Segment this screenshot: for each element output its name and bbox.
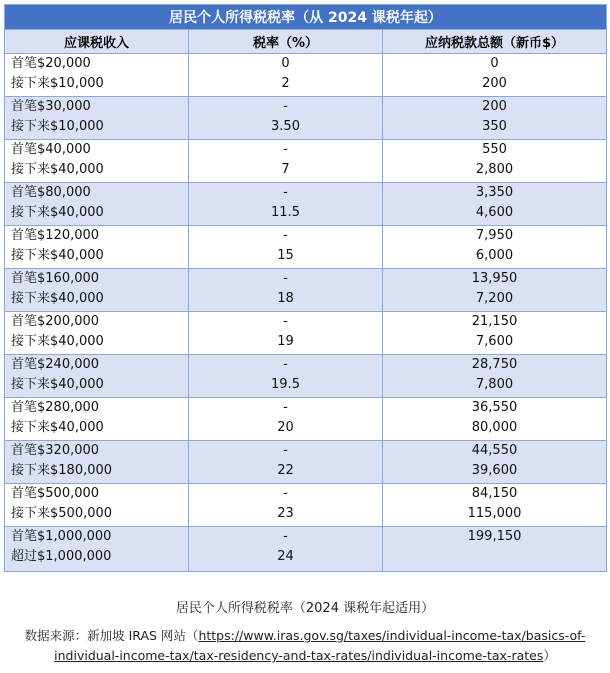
tax-payable-cell <box>383 54 607 97</box>
income-band-cell <box>5 484 189 527</box>
tax-rate-cell <box>189 54 383 97</box>
income-band-line: 接下来$40,000 <box>11 205 104 220</box>
tax-rate-cell <box>189 484 383 527</box>
table-row <box>5 140 607 183</box>
header-tax-payable: 应纳税款总额（新币$） <box>383 30 607 54</box>
tax-rate-cell <box>189 183 383 226</box>
income-band-line: 接下来$40,000 <box>11 248 104 263</box>
table-row <box>5 355 607 398</box>
income-band-line: 接下来$40,000 <box>11 162 104 177</box>
tax-payable-value: 7,800 <box>475 377 514 392</box>
income-band-line: 首笔$500,000 <box>11 486 100 501</box>
tax-rate-value: - <box>283 529 288 544</box>
tax-rate-value: 0 <box>281 56 290 71</box>
tax-rate-value: - <box>283 486 288 501</box>
tax-payable-value: 28,750 <box>471 357 518 372</box>
tax-rate-value: 11.5 <box>271 205 300 220</box>
income-band-line: 接下来$10,000 <box>11 119 104 134</box>
tax-rate-value: - <box>283 99 288 114</box>
income-band-cell <box>5 527 189 572</box>
tax-payable-value: 13,950 <box>471 271 518 286</box>
tax-payable-value: 7,200 <box>475 291 514 306</box>
income-band-line: 接下来$500,000 <box>11 506 113 521</box>
income-band-cell <box>5 355 189 398</box>
tax-payable-value: 3,350 <box>475 185 514 200</box>
table-caption: 居民个人所得税税率（2024 课税年起适用） <box>175 601 435 616</box>
tax-rate-value: - <box>283 400 288 415</box>
income-band-line: 接下来$180,000 <box>11 463 113 478</box>
income-band-line: 首笔$30,000 <box>11 99 91 114</box>
source-note <box>0 626 610 666</box>
income-band-line: 首笔$1,000,000 <box>11 529 112 544</box>
source-prefix: 数据来源：新加坡 IRAS 网站（ <box>24 628 199 643</box>
income-band-cell <box>5 54 189 97</box>
tax-rate-table <box>4 4 607 572</box>
tax-rate-cell <box>189 140 383 183</box>
tax-payable-value: 39,600 <box>471 463 518 478</box>
tax-payable-value: 7,950 <box>475 228 514 243</box>
tax-rate-value: 7 <box>281 162 290 177</box>
tax-rate-value: - <box>283 271 288 286</box>
table-title: 居民个人所得税税率（从 2024 课税年起） <box>5 5 607 30</box>
tax-rate-cell <box>189 312 383 355</box>
income-band-cell <box>5 398 189 441</box>
tax-payable-value: 0 <box>490 56 499 71</box>
tax-rate-value: 22 <box>277 463 294 478</box>
table-title-row <box>5 5 607 30</box>
tax-rate-cell <box>189 355 383 398</box>
tax-payable-value: 44,550 <box>471 443 518 458</box>
tax-rate-value: - <box>283 185 288 200</box>
income-band-line: 首笔$160,000 <box>11 271 100 286</box>
income-band-line: 首笔$20,000 <box>11 56 91 71</box>
table-body <box>5 54 607 572</box>
tax-rate-cell <box>189 97 383 140</box>
table-header-row <box>5 30 607 54</box>
tax-rate-value: 20 <box>277 420 294 435</box>
tax-payable-value: 115,000 <box>467 506 522 521</box>
income-band-line: 首笔$40,000 <box>11 142 91 157</box>
income-band-cell <box>5 269 189 312</box>
tax-payable-value: 350 <box>482 119 507 134</box>
table-row <box>5 398 607 441</box>
tax-payable-cell <box>383 226 607 269</box>
tax-rate-value: 2 <box>281 76 290 91</box>
tax-payable-cell <box>383 183 607 226</box>
source-link-part2[interactable]: individual-income-tax/tax-residency-and-tax-rates/individual-income-tax-rates <box>54 648 544 663</box>
income-band-line: 首笔$200,000 <box>11 314 100 329</box>
table-row <box>5 312 607 355</box>
tax-rate-value: 24 <box>277 549 294 564</box>
tax-payable-value: 80,000 <box>471 420 518 435</box>
income-band-cell <box>5 140 189 183</box>
tax-rate-value: 18 <box>277 291 294 306</box>
source-link-part1[interactable]: https://www.iras.gov.sg/taxes/individual-income-tax/basics-of- <box>198 628 586 643</box>
income-band-cell <box>5 312 189 355</box>
tax-rate-value: - <box>283 314 288 329</box>
table-row <box>5 97 607 140</box>
tax-rate-value: 23 <box>277 506 294 521</box>
tax-payable-cell <box>383 355 607 398</box>
tax-payable-cell <box>383 527 607 572</box>
tax-payable-cell <box>383 97 607 140</box>
tax-payable-value: 200 <box>482 99 507 114</box>
table-row <box>5 441 607 484</box>
tax-payable-value <box>383 547 606 567</box>
income-band-line: 接下来$40,000 <box>11 291 104 306</box>
income-band-cell <box>5 441 189 484</box>
income-band-line: 首笔$280,000 <box>11 400 100 415</box>
tax-payable-cell <box>383 484 607 527</box>
tax-payable-value: 2,800 <box>475 162 514 177</box>
tax-payable-cell <box>383 441 607 484</box>
income-band-cell <box>5 226 189 269</box>
tax-rate-cell <box>189 398 383 441</box>
tax-payable-cell <box>383 398 607 441</box>
tax-rate-value: - <box>283 443 288 458</box>
tax-rate-value: 19 <box>277 334 294 349</box>
source-suffix: ） <box>543 648 556 663</box>
table-row <box>5 54 607 97</box>
tax-payable-value: 4,600 <box>475 205 514 220</box>
tax-payable-cell <box>383 312 607 355</box>
income-band-line: 接下来$40,000 <box>11 420 104 435</box>
income-band-line: 首笔$80,000 <box>11 185 91 200</box>
income-band-line: 接下来$40,000 <box>11 334 104 349</box>
header-taxable-income: 应课税收入 <box>5 30 189 54</box>
income-band-cell <box>5 97 189 140</box>
table-row <box>5 226 607 269</box>
tax-rate-value: - <box>283 142 288 157</box>
table-row <box>5 527 607 572</box>
income-band-line: 超过$1,000,000 <box>11 549 112 564</box>
tax-payable-value: 36,550 <box>471 400 518 415</box>
table-row <box>5 484 607 527</box>
income-band-line: 首笔$240,000 <box>11 357 100 372</box>
table-row <box>5 269 607 312</box>
tax-rate-cell <box>189 226 383 269</box>
tax-payable-cell <box>383 269 607 312</box>
income-band-line: 首笔$320,000 <box>11 443 100 458</box>
tax-payable-value: 200 <box>482 76 507 91</box>
tax-payable-cell <box>383 140 607 183</box>
tax-rate-cell <box>189 269 383 312</box>
header-tax-rate: 税率（%） <box>189 30 383 54</box>
tax-payable-value: 550 <box>482 142 507 157</box>
income-band-cell <box>5 183 189 226</box>
income-band-line: 接下来$40,000 <box>11 377 104 392</box>
tax-payable-value: 7,600 <box>475 334 514 349</box>
tax-payable-value: 21,150 <box>471 314 518 329</box>
tax-payable-value: 84,150 <box>471 486 518 501</box>
tax-rate-value: 3.50 <box>271 119 300 134</box>
tax-rate-value: - <box>283 228 288 243</box>
income-band-line: 接下来$10,000 <box>11 76 104 91</box>
tax-rate-value: 15 <box>277 248 294 263</box>
tax-payable-value: 6,000 <box>475 248 514 263</box>
tax-payable-value: 199,150 <box>467 529 522 544</box>
table-row <box>5 183 607 226</box>
tax-rate-cell <box>189 441 383 484</box>
tax-rate-value: 19.5 <box>271 377 300 392</box>
tax-rate-cell <box>189 527 383 572</box>
tax-rate-value: - <box>283 357 288 372</box>
income-band-line: 首笔$120,000 <box>11 228 100 243</box>
